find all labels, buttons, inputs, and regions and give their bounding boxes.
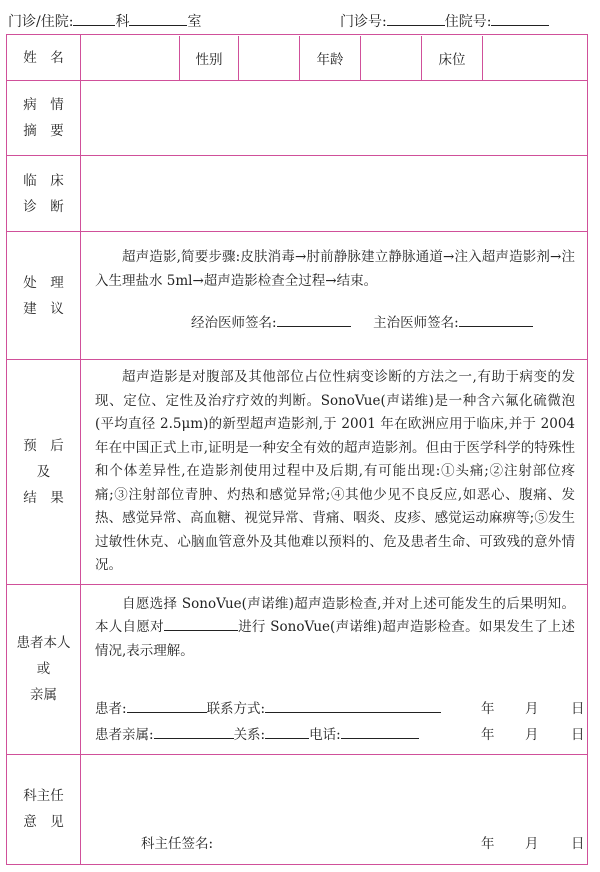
gender-label: 性别	[179, 36, 238, 80]
director-row	[7, 754, 588, 864]
prognosis-content	[81, 360, 588, 585]
patient-sig-line	[95, 697, 585, 719]
inpatient-no-blank[interactable]	[491, 11, 549, 26]
consent-label-line3: 亲属	[30, 687, 57, 703]
consent-content	[81, 584, 588, 754]
patient-info-row	[7, 35, 588, 81]
relative-sig-line	[95, 723, 585, 745]
age-label: 年龄	[299, 36, 360, 80]
director-label-line1: 科主任	[23, 788, 64, 804]
relative-date-year: 年	[481, 727, 495, 743]
diagnosis-row	[7, 156, 588, 232]
contact-blank[interactable]	[265, 698, 441, 713]
director-date-day: 日	[571, 835, 585, 852]
director-date-year: 年	[481, 835, 495, 852]
relative-date-month: 月	[525, 727, 539, 743]
prognosis-label-line2: 及	[36, 463, 51, 480]
prognosis-label	[7, 360, 81, 585]
patient-info-cells	[81, 35, 588, 81]
summary-label	[7, 81, 81, 156]
patient-date-year: 年	[481, 701, 495, 717]
clinic-no-blank[interactable]	[387, 11, 445, 26]
attending-sig-label: 经治医师签名:	[191, 315, 277, 331]
clinic-no-label: 门诊号:	[340, 14, 387, 30]
relation-blank[interactable]	[265, 724, 309, 739]
relative-sig-blank[interactable]	[154, 724, 234, 739]
consent-label-line2: 或	[36, 661, 51, 677]
treatment-signatures	[95, 311, 575, 331]
director-sig-line	[95, 832, 585, 854]
director-label	[7, 754, 81, 864]
diagnosis-label	[7, 156, 81, 232]
name-field[interactable]	[81, 36, 179, 80]
patient-sig-blank[interactable]	[127, 698, 207, 713]
gender-field[interactable]	[238, 36, 299, 80]
consent-row	[7, 584, 588, 754]
age-field[interactable]	[360, 36, 421, 80]
summary-label-line1: 病 情	[23, 97, 64, 113]
summary-label-line2: 摘 要	[23, 123, 64, 139]
diagnosis-field[interactable]	[81, 156, 588, 232]
summary-row	[7, 81, 588, 156]
treatment-label	[7, 232, 81, 360]
dept-suffix: 科	[115, 14, 130, 30]
contact-label: 联系方式:	[206, 701, 266, 717]
prognosis-text: 超声造影是对腹部及其他部位占位性病变诊断的方法之一,有助于病变的发现、定位、定性及治疗疗效的判断。SonoVue(声诺维)是一种含六氟化硫微泡(平均直径 2.5μm)的新型超声造影剂,于 2001 年在欧洲应用于临床,并于 2004 年在中国正式上市,证明是一种安全有效的超声造影剂。但由于医学科学的特殊性和个体差异性,在造影剂使用过程中及后期,有可能出现:①头痛;②注射部位疼痛;③注射部位青肿、灼热和感觉异常;④其他少见不良反应,如恶心、腹痛、发热、感觉异常、高血糖、视觉异常、背痛、咽炎、皮疹、感觉运动麻痹等;⑤发生过敏性休克、心脑血管意外及其他难以预料的、危及患者生命、可致残的意外情况。	[95, 369, 575, 573]
chief-sig-label: 主治医师签名:	[373, 315, 459, 331]
prognosis-label-line1: 预 后	[23, 437, 64, 454]
treatment-text: 超声造影,简要步骤:皮肤消毒→肘前静脉建立静脉通道→注入超声造影剂→注入生理盐水 5ml→超声造影检查全过程→结束。	[95, 249, 575, 289]
inpatient-no-label: 住院号:	[444, 14, 492, 30]
prognosis-row	[7, 360, 588, 585]
consent-label-line1: 患者本人	[16, 635, 71, 651]
relation-label: 关系:	[233, 727, 266, 743]
consent-text-b: 进行 SonoVue(声诺维)超声造影检查。如果发生了上述情况,表示理解。	[95, 619, 576, 659]
prognosis-label-line3: 结 果	[23, 489, 64, 506]
bed-label: 床位	[421, 36, 482, 80]
attending-sig-blank[interactable]	[277, 312, 351, 327]
header-left	[8, 11, 201, 31]
phone-label: 电话:	[309, 727, 341, 743]
bed-field[interactable]	[482, 36, 587, 80]
relative-date-day: 日	[571, 727, 585, 743]
room-suffix: 室	[187, 14, 202, 30]
chief-sig-blank[interactable]	[459, 312, 533, 327]
diagnosis-label-line2: 诊 断	[23, 198, 64, 215]
treatment-row	[7, 232, 588, 360]
treatment-label-line2: 建 议	[23, 300, 64, 317]
treatment-content	[81, 232, 588, 360]
relative-label: 患者亲属:	[95, 727, 154, 743]
consent-text-a: 自愿选择 SonoVue(声诺维)超声造影检查,并对上述可能发生的后果明知。本人自愿对	[95, 595, 575, 635]
department-blank[interactable]	[73, 11, 115, 26]
treatment-label-line1: 处 理	[23, 274, 64, 291]
consent-text	[95, 593, 575, 664]
consent-label	[7, 584, 81, 754]
diagnosis-label-line1: 临 床	[23, 172, 64, 189]
director-date-month: 月	[525, 835, 539, 852]
outpatient-inpatient-label: 门诊/住院:	[8, 14, 74, 30]
patient-date-month: 月	[525, 701, 539, 717]
director-sig-label: 科主任签名:	[141, 835, 214, 852]
name-label: 姓 名	[7, 35, 81, 81]
patient-date-day: 日	[571, 701, 585, 717]
patient-label: 患者:	[95, 701, 127, 717]
room-blank[interactable]	[129, 11, 187, 26]
summary-field[interactable]	[81, 81, 588, 156]
procedure-blank[interactable]	[164, 616, 238, 631]
form-header	[8, 8, 592, 30]
director-label-line2: 意 见	[23, 814, 64, 830]
phone-blank[interactable]	[341, 724, 419, 739]
consent-form-table	[6, 34, 588, 865]
header-right	[340, 11, 549, 31]
director-content	[81, 754, 588, 864]
